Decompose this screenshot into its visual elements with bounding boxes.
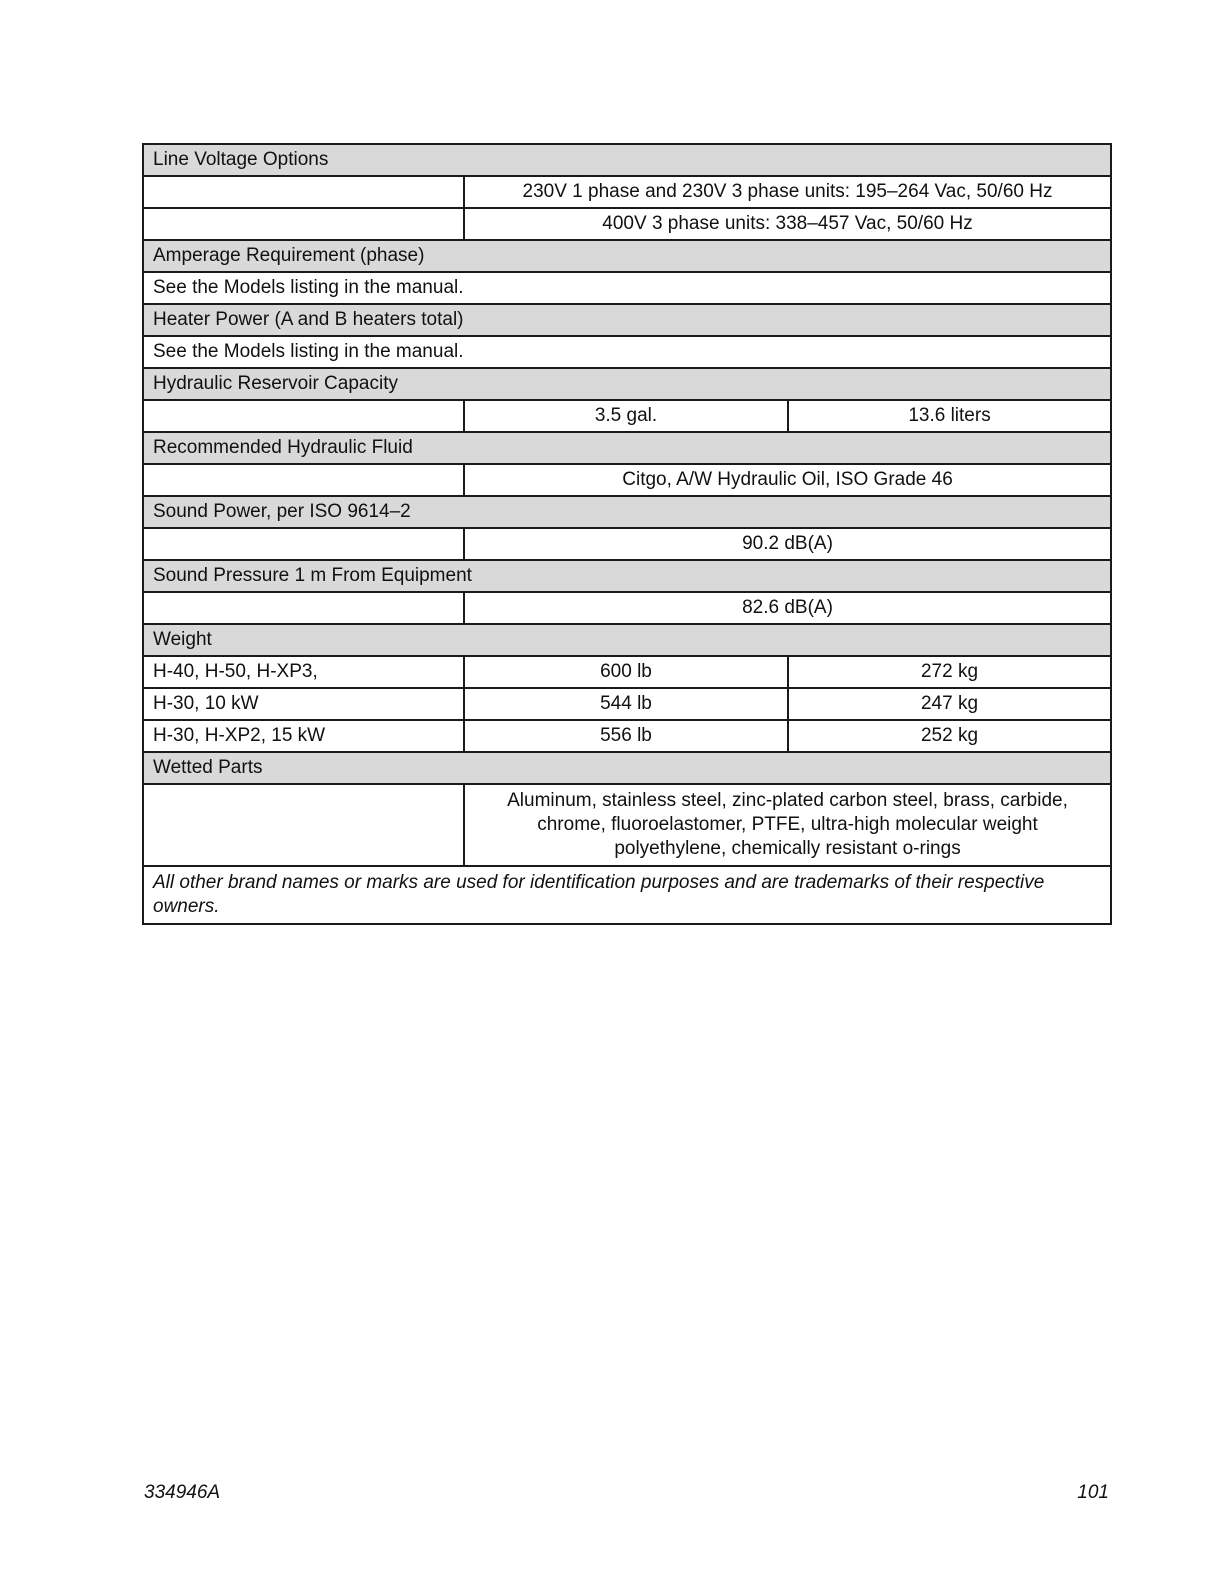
- table-row: [143, 400, 1111, 432]
- table-row: [143, 528, 1111, 560]
- section-header: [143, 752, 1111, 784]
- weight-heading: Weight: [143, 624, 1111, 656]
- amperage-heading: Amperage Requirement (phase): [143, 240, 1111, 272]
- empty-cell: [143, 400, 464, 432]
- section-header: [143, 496, 1111, 528]
- heater-power-heading: Heater Power (A and B heaters total): [143, 304, 1111, 336]
- weight-kg: 272 kg: [788, 656, 1111, 688]
- reservoir-heading: Hydraulic Reservoir Capacity: [143, 368, 1111, 400]
- table-row: [143, 866, 1111, 924]
- table-row: [143, 272, 1111, 304]
- wetted-parts-heading: Wetted Parts: [143, 752, 1111, 784]
- table-row: [143, 464, 1111, 496]
- empty-cell: [143, 208, 464, 240]
- amperage-value: See the Models listing in the manual.: [143, 272, 1111, 304]
- section-header: [143, 624, 1111, 656]
- sound-power-value: 90.2 dB(A): [464, 528, 1111, 560]
- wetted-parts-line: Aluminum, stainless steel, zinc-plated carbon steel, brass, carbide,: [507, 790, 1068, 811]
- empty-cell: [143, 528, 464, 560]
- table-row: [143, 784, 1111, 866]
- heater-power-value: See the Models listing in the manual.: [143, 336, 1111, 368]
- weight-model: H-40, H-50, H-XP3,: [143, 656, 464, 688]
- table-row: [143, 656, 1111, 688]
- weight-kg: 252 kg: [788, 720, 1111, 752]
- line-voltage-option: 230V 1 phase and 230V 3 phase units: 195–264 Vac, 50/60 Hz: [464, 176, 1111, 208]
- line-voltage-heading: Line Voltage Options: [143, 144, 1111, 176]
- table-row: [143, 176, 1111, 208]
- page-number: 101: [1077, 1482, 1109, 1503]
- table-row: [143, 688, 1111, 720]
- table-row: [143, 592, 1111, 624]
- reservoir-metric-value: 13.6 liters: [788, 400, 1111, 432]
- fluid-heading: Recommended Hydraulic Fluid: [143, 432, 1111, 464]
- table-row: [143, 720, 1111, 752]
- wetted-parts-value: [464, 784, 1111, 866]
- table-row: [143, 208, 1111, 240]
- section-header: [143, 432, 1111, 464]
- weight-model: H-30, 10 kW: [143, 688, 464, 720]
- section-header: [143, 240, 1111, 272]
- document-number: 334946A: [144, 1482, 221, 1503]
- weight-lb: 544 lb: [464, 688, 788, 720]
- wetted-parts-line: polyethylene, chemically resistant o-rings: [614, 838, 961, 859]
- sound-pressure-value: 82.6 dB(A): [464, 592, 1111, 624]
- line-voltage-option: 400V 3 phase units: 338–457 Vac, 50/60 Hz: [464, 208, 1111, 240]
- wetted-parts-line: chrome, fluoroelastomer, PTFE, ultra-high molecular weight: [537, 814, 1038, 835]
- specifications-table: [142, 143, 1112, 925]
- reservoir-us-value: 3.5 gal.: [464, 400, 788, 432]
- section-header: [143, 144, 1111, 176]
- weight-lb: 600 lb: [464, 656, 788, 688]
- section-header: [143, 304, 1111, 336]
- empty-cell: [143, 176, 464, 208]
- weight-lb: 556 lb: [464, 720, 788, 752]
- table-row: [143, 336, 1111, 368]
- weight-kg: 247 kg: [788, 688, 1111, 720]
- empty-cell: [143, 592, 464, 624]
- weight-model: H-30, H-XP2, 15 kW: [143, 720, 464, 752]
- sound-pressure-heading: Sound Pressure 1 m From Equipment: [143, 560, 1111, 592]
- trademark-note: All other brand names or marks are used for identification purposes and are trademarks of their respective owners.: [143, 866, 1111, 924]
- fluid-value: Citgo, A/W Hydraulic Oil, ISO Grade 46: [464, 464, 1111, 496]
- sound-power-heading: Sound Power, per ISO 9614–2: [143, 496, 1111, 528]
- empty-cell: [143, 464, 464, 496]
- section-header: [143, 368, 1111, 400]
- empty-cell: [143, 784, 464, 866]
- section-header: [143, 560, 1111, 592]
